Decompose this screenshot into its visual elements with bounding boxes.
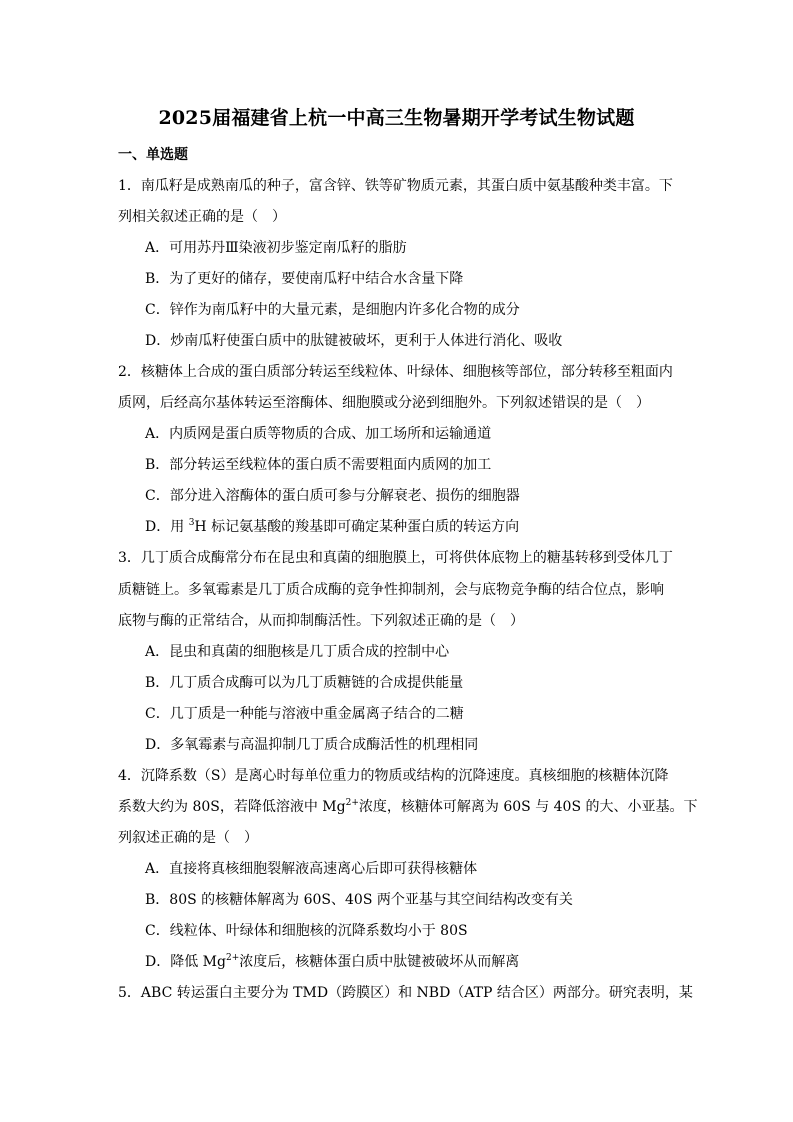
question-3-line-2: 质糖链上。多氧霉素是几丁质合成酶的竞争性抑制剂，会与底物竞争酶的结合位点，影响 <box>118 582 664 598</box>
question-4-line-3: 列叙述正确的是（ ） <box>118 830 258 846</box>
question-5-line-1: 5．ABC 转运蛋白主要分为 TMD（跨膜区）和 NBD（ATP 结合区）两部分。研究表明，某 <box>118 985 693 1001</box>
question-3-line-1: 3．几丁质合成酶常分布在昆虫和真菌的细胞膜上，可将供体底物上的糖基转移到受体几丁 <box>118 550 673 566</box>
question-3-option-a: A．昆虫和真菌的细胞核是几丁质合成的控制中心 <box>145 644 450 660</box>
question-2-option-d <box>145 517 519 537</box>
question-2-line-1: 2．核糖体上合成的蛋白质部分转运至线粒体、叶绿体、细胞核等部位，部分转移至粗面内 <box>118 364 673 380</box>
question-3-option-c: C．几丁质是一种能与溶液中重金属离子结合的二糖 <box>145 706 464 722</box>
question-3-option-d: D．多氧霉素与高温抑制几丁质合成酶活性的机理相同 <box>145 737 479 753</box>
question-3-line-3: 底物与酶的正常结合，从而抑制酶活性。下列叙述正确的是（ ） <box>118 613 524 629</box>
question-1-line-2: 列相关叙述正确的是（ ） <box>118 209 286 225</box>
question-4-line-2-text: 浓度，核糖体可解离为 60S 与 40S 的大、小亚基。下 <box>358 799 698 815</box>
question-2-option-d-text: H 标记氨基酸的羧基即可确定某种蛋白质的转运方向 <box>194 519 520 535</box>
question-4-option-a: A．直接将真核细胞裂解液高速离心后即可获得核糖体 <box>145 861 478 877</box>
question-4-option-b: B．80S 的核糖体解离为 60S、40S 两个亚基与其空间结构改变有关 <box>145 892 573 908</box>
question-2-option-a: A．内质网是蛋白质等物质的合成、加工场所和运输通道 <box>145 426 492 442</box>
question-2-line-2: 质网，后经高尔基体转运至溶酶体、细胞膜或分泌到细胞外。下列叙述错误的是（ ） <box>118 395 650 411</box>
question-1-option-b: B．为了更好的储存，要使南瓜籽中结合水含量下降 <box>145 271 464 287</box>
question-1-line-1: 1．南瓜籽是成熟南瓜的种子，富含锌、铁等矿物质元素，其蛋白质中氨基酸种类丰富。下 <box>118 178 673 194</box>
question-2-option-b: B．部分转运至线粒体的蛋白质不需要粗面内质网的加工 <box>145 457 492 473</box>
question-1-option-c: C．锌作为南瓜籽中的大量元素，是细胞内许多化合物的成分 <box>145 302 520 318</box>
question-1-option-d: D．炒南瓜籽使蛋白质中的肽键被破坏，更利于人体进行消化、吸收 <box>145 333 563 349</box>
section-heading: 一、单选题 <box>118 147 188 163</box>
question-4-option-d <box>145 952 519 972</box>
question-4-option-c: C．线粒体、叶绿体和细胞核的沉降系数均小于 80S <box>145 923 468 939</box>
question-4-option-d-prefix: D．降低 Mg <box>145 954 226 970</box>
question-1-option-a: A．可用苏丹Ⅲ染液初步鉴定南瓜籽的脂肪 <box>145 240 407 256</box>
question-2-option-d-prefix: D．用 <box>145 519 189 535</box>
question-4-option-d-superscript: 2+ <box>225 953 240 963</box>
question-4-line-1: 4．沉降系数（S）是离心时每单位重力的物质或结构的沉降速度。真核细胞的核糖体沉降 <box>118 768 669 784</box>
question-4-option-d-text: 浓度后，核糖体蛋白质中肽键被破坏从而解离 <box>239 954 520 970</box>
page-title: 2025届福建省上杭一中高三生物暑期开学考试生物试题 <box>158 107 635 129</box>
question-2-option-c: C．部分进入溶酶体的蛋白质可参与分解衰老、损伤的细胞器 <box>145 488 520 504</box>
question-3-option-b: B．几丁质合成酶可以为几丁质糖链的合成提供能量 <box>145 675 464 691</box>
question-4-line-2 <box>118 797 698 817</box>
question-4-superscript: 2+ <box>345 798 359 808</box>
question-2-option-d-superscript: 3 <box>188 518 195 528</box>
question-4-line-2-prefix: 系数大约为 80S，若降低溶液中 Mg <box>118 799 346 815</box>
